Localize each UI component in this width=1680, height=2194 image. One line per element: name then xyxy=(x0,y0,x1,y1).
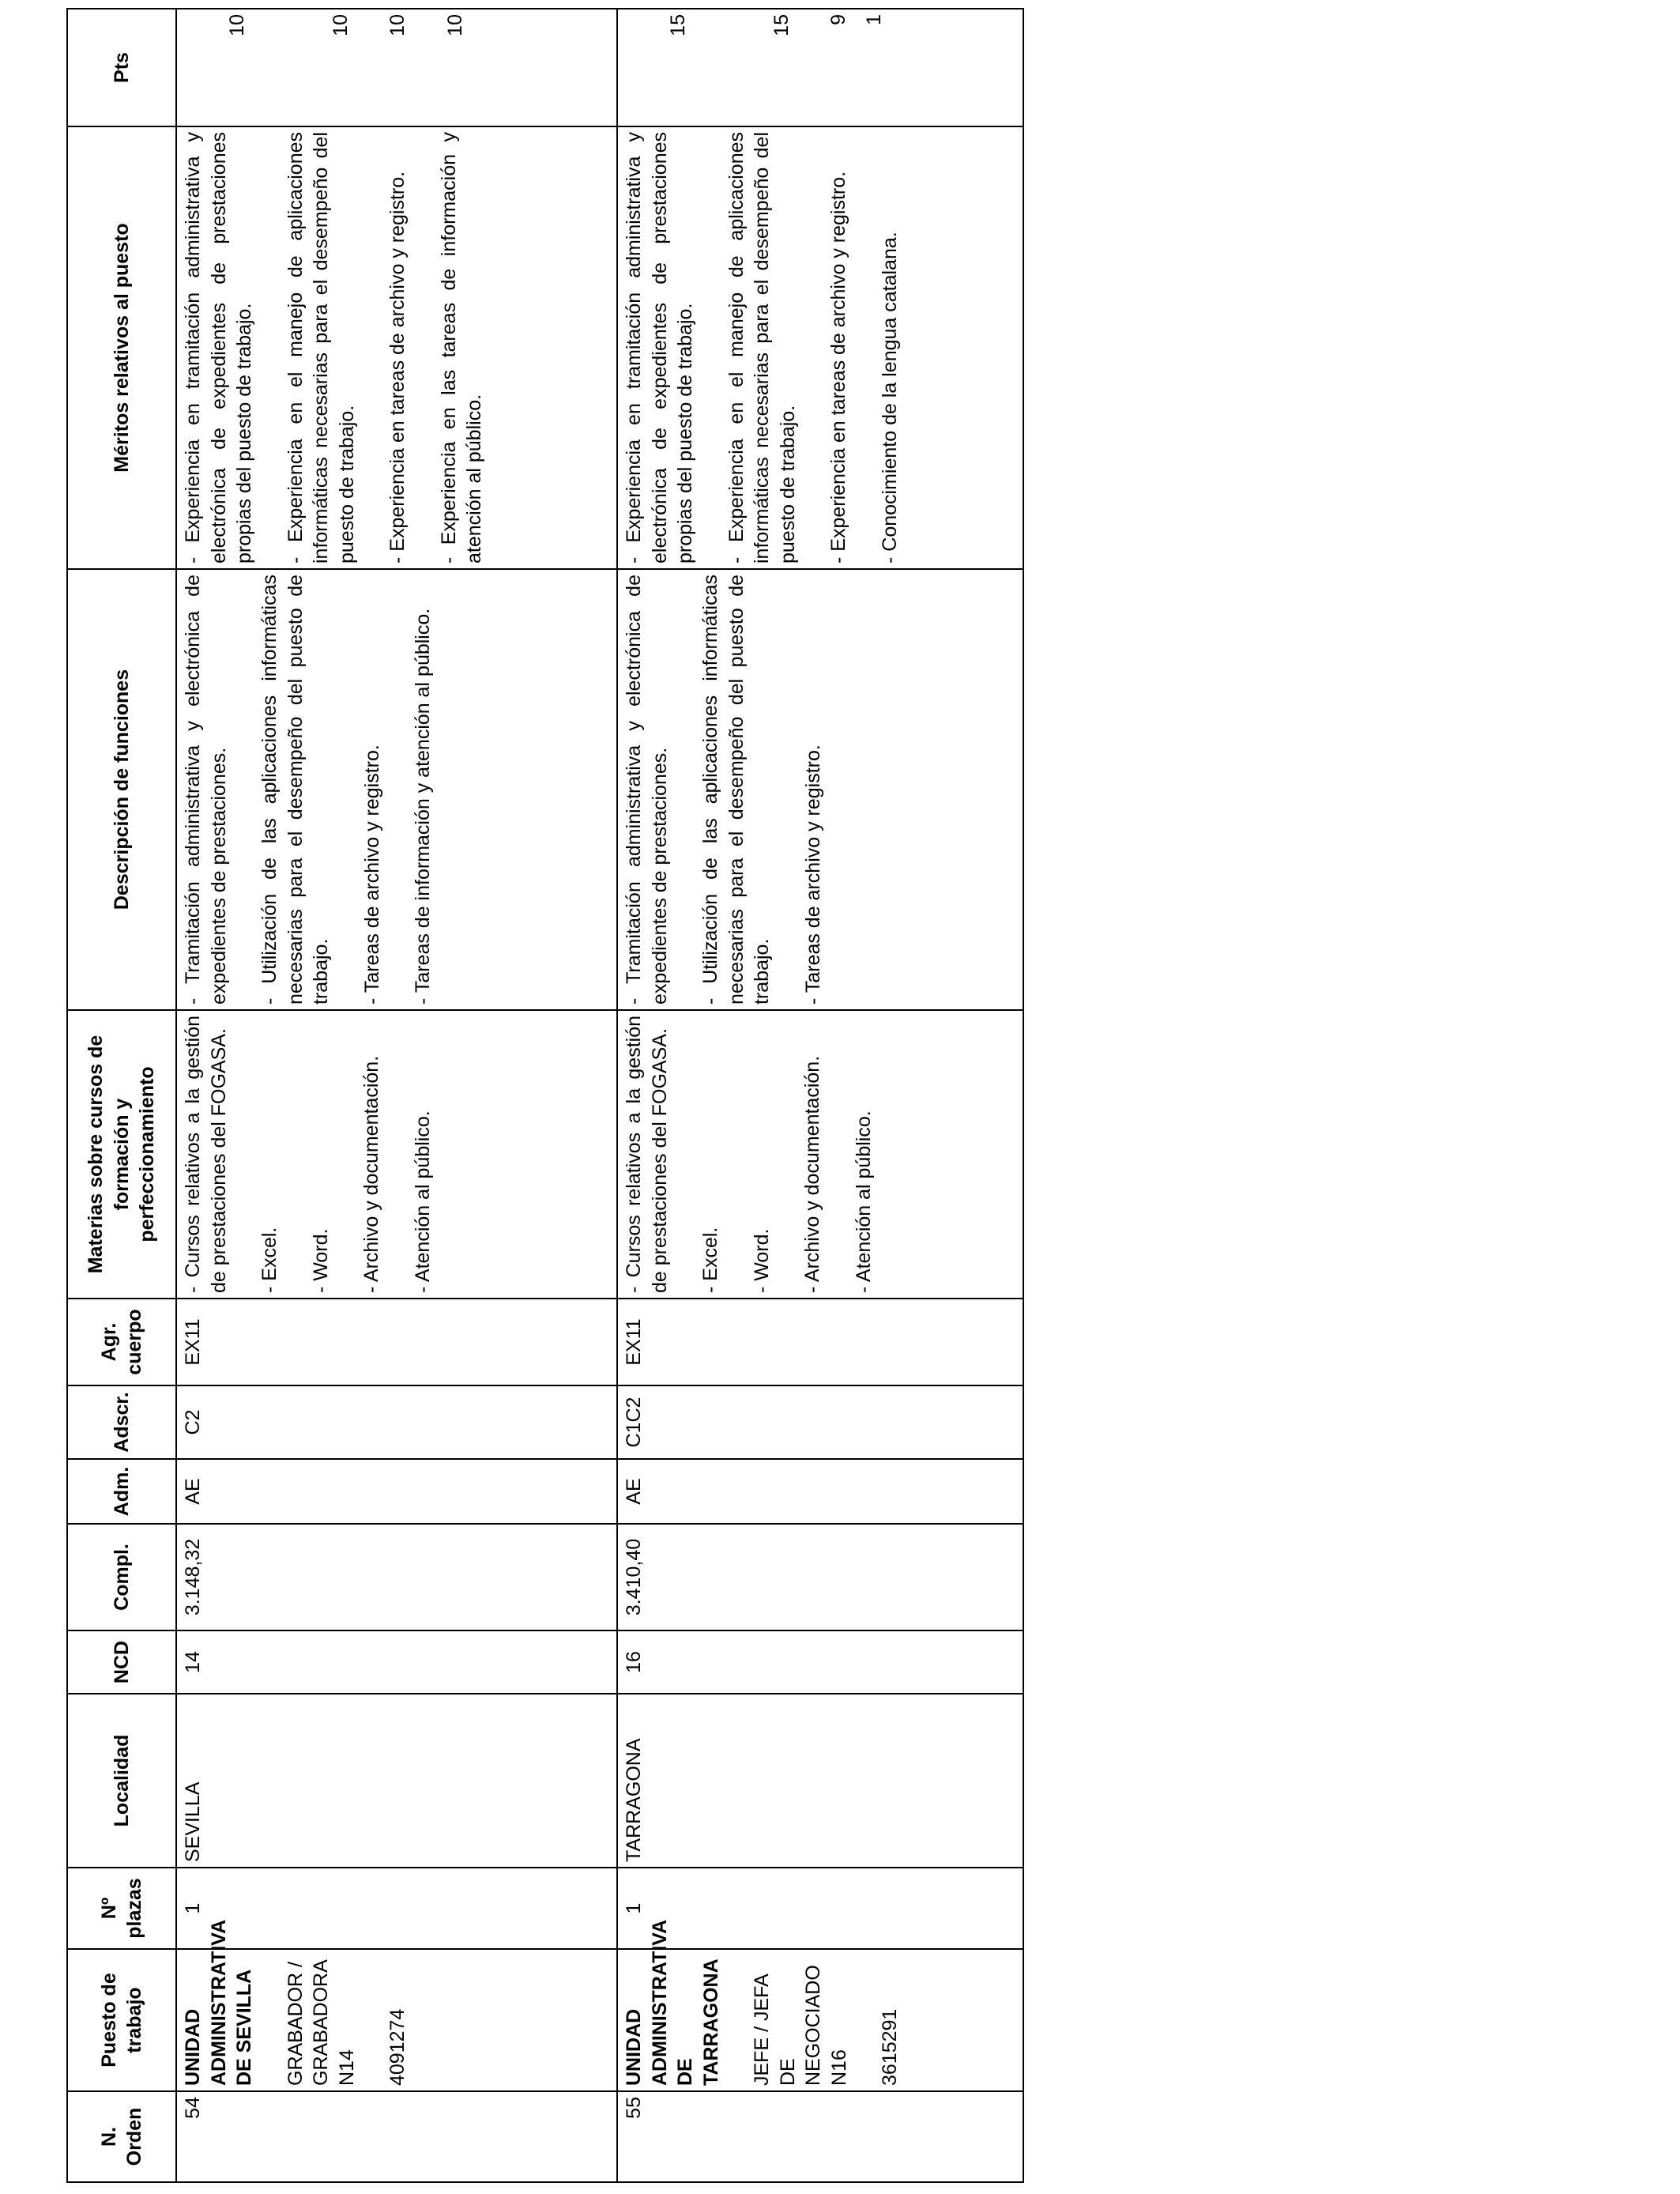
table-row xyxy=(617,9,1023,2182)
merit-item: - Conocimiento de la lengua catalana. xyxy=(878,232,901,564)
list-item: - Atención al público. xyxy=(852,1110,875,1293)
cell-plazas: 1 xyxy=(617,1868,1023,1949)
merit-item: - Experiencia en las tareas de información y atención al público. xyxy=(437,132,485,564)
merit-item: - Experiencia en el manejo de aplicaciones informáticas necesarias para el desempeño del puesto de trabajo. xyxy=(284,132,358,564)
merit-item: - Experiencia en tramitación administrativa y electrónica de expedientes de prestaciones propias del puesto de trabajo. xyxy=(623,132,697,564)
merit-points: 9 xyxy=(827,14,850,25)
cell-orden: 55 xyxy=(617,2091,1023,2182)
rotated-table-wrapper xyxy=(66,9,1024,2183)
list-item: - Tareas de información y atención al público. xyxy=(412,608,434,1005)
position-name: JEFE / JEFA DE NEGOCIADO N16 xyxy=(751,1965,850,2086)
merit-item: - Experiencia en tareas de archivo y registro. xyxy=(386,171,409,564)
position-code: 4091274 xyxy=(386,2008,409,2086)
list-item: - Tareas de archivo y registro. xyxy=(360,745,383,1005)
cell-agr: EX11 xyxy=(176,1299,617,1385)
merit-points: 15 xyxy=(667,14,690,36)
list-item: - Tareas de archivo y registro. xyxy=(801,745,824,1005)
cell-adscr: C2 xyxy=(176,1385,617,1459)
header-meritos: Méritos relativos al puesto xyxy=(67,126,176,569)
cell-agr: EX11 xyxy=(617,1299,1023,1385)
cell-compl: 3.148,32 xyxy=(176,1524,617,1630)
merit-item: - Experiencia en el manejo de aplicaciones informáticas necesarias para el desempeño del puesto de trabajo. xyxy=(725,132,799,564)
cell-localidad: TARRAGONA xyxy=(617,1694,1023,1868)
list-item: - Archivo y documentación. xyxy=(360,1055,382,1293)
cell-materias xyxy=(617,1010,1023,1299)
header-localidad: Localidad xyxy=(67,1694,176,1868)
cell-plazas: 1 xyxy=(176,1868,617,1949)
cell-puesto xyxy=(176,1920,617,2091)
list-item: - Tramitación administrativa y electrónica de expedientes de prestaciones. xyxy=(623,575,671,1005)
merit-points: 15 xyxy=(770,14,793,36)
cell-funciones xyxy=(617,569,1023,1010)
cell-compl: 3.410,40 xyxy=(617,1524,1023,1630)
list-item: - Excel. xyxy=(258,1227,281,1293)
header-adm: Adm. xyxy=(67,1459,176,1524)
header-plazas: Nº plazas xyxy=(67,1868,176,1949)
list-item: - Cursos relativos a la gestión de prestaciones del FOGASA. xyxy=(623,1016,671,1293)
job-positions-table xyxy=(66,8,1024,2183)
list-item: - Word. xyxy=(309,1228,332,1293)
header-compl: Compl. xyxy=(67,1524,176,1630)
cell-puesto xyxy=(617,1920,1023,2091)
cell-ncd: 14 xyxy=(176,1630,617,1694)
merit-item: - Experiencia en tramitación administrativa y electrónica de expedientes de prestaciones propias del puesto de trabajo. xyxy=(182,132,255,564)
cell-adscr: C1C2 xyxy=(617,1385,1023,1459)
position-code: 3615291 xyxy=(879,2008,902,2086)
list-item: - Word. xyxy=(750,1228,773,1293)
cell-pts xyxy=(617,9,1023,126)
unit-name: UNIDAD ADMINISTRATIVA DE SEVILLA xyxy=(182,1920,255,2086)
header-agr: Agr. cuerpo xyxy=(67,1299,176,1385)
list-item: - Utilización de las aplicaciones informáticas necesarias para el desempeño del puesto de trabajo. xyxy=(258,575,332,1005)
header-orden: N. Orden xyxy=(67,2091,176,2182)
cell-meritos xyxy=(176,126,617,569)
cell-adm: AE xyxy=(176,1459,617,1524)
merit-points: 10 xyxy=(226,14,248,36)
header-pts: Pts xyxy=(67,9,176,126)
merit-points: 10 xyxy=(329,14,352,36)
header-ncd: NCD xyxy=(67,1630,176,1694)
cell-materias xyxy=(176,1010,617,1299)
cell-ncd: 16 xyxy=(617,1630,1023,1694)
cell-pts xyxy=(176,9,617,126)
list-item: - Utilización de las aplicaciones informáticas necesarias para el desempeño del puesto de trabajo. xyxy=(699,575,774,1005)
cell-localidad: SEVILLA xyxy=(176,1694,617,1868)
header-funciones: Descripción de funciones xyxy=(67,569,176,1010)
header-materias: Materias sobre cursos de formación y perfeccionamiento xyxy=(67,1010,176,1299)
cell-orden: 54 xyxy=(176,2091,617,2182)
merit-points: 10 xyxy=(386,14,409,36)
merit-item: - Experiencia en tareas de archivo y registro. xyxy=(827,171,850,564)
cell-adm: AE xyxy=(617,1459,1023,1524)
cell-meritos xyxy=(617,126,1023,569)
list-item: - Archivo y documentación. xyxy=(801,1055,824,1293)
unit-name: UNIDAD ADMINISTRATIVA DE TARRAGONA xyxy=(623,1920,722,2086)
list-item: - Cursos relativos a la gestión de prestaciones del FOGASA. xyxy=(182,1016,230,1293)
list-item: - Tramitación administrativa y electrónica de expedientes de prestaciones. xyxy=(182,575,230,1005)
header-puesto: Puesto de trabajo xyxy=(67,1949,176,2091)
table-row xyxy=(176,9,617,2182)
position-name: GRABADOR / GRABADORA N14 xyxy=(284,1960,358,2086)
header-row xyxy=(67,9,176,2182)
merit-points: 1 xyxy=(862,14,885,25)
list-item: - Atención al público. xyxy=(411,1110,434,1293)
list-item: - Excel. xyxy=(699,1227,722,1293)
merit-points: 10 xyxy=(443,14,466,36)
header-adscr: Adscr. xyxy=(67,1385,176,1459)
cell-funciones xyxy=(176,569,617,1010)
